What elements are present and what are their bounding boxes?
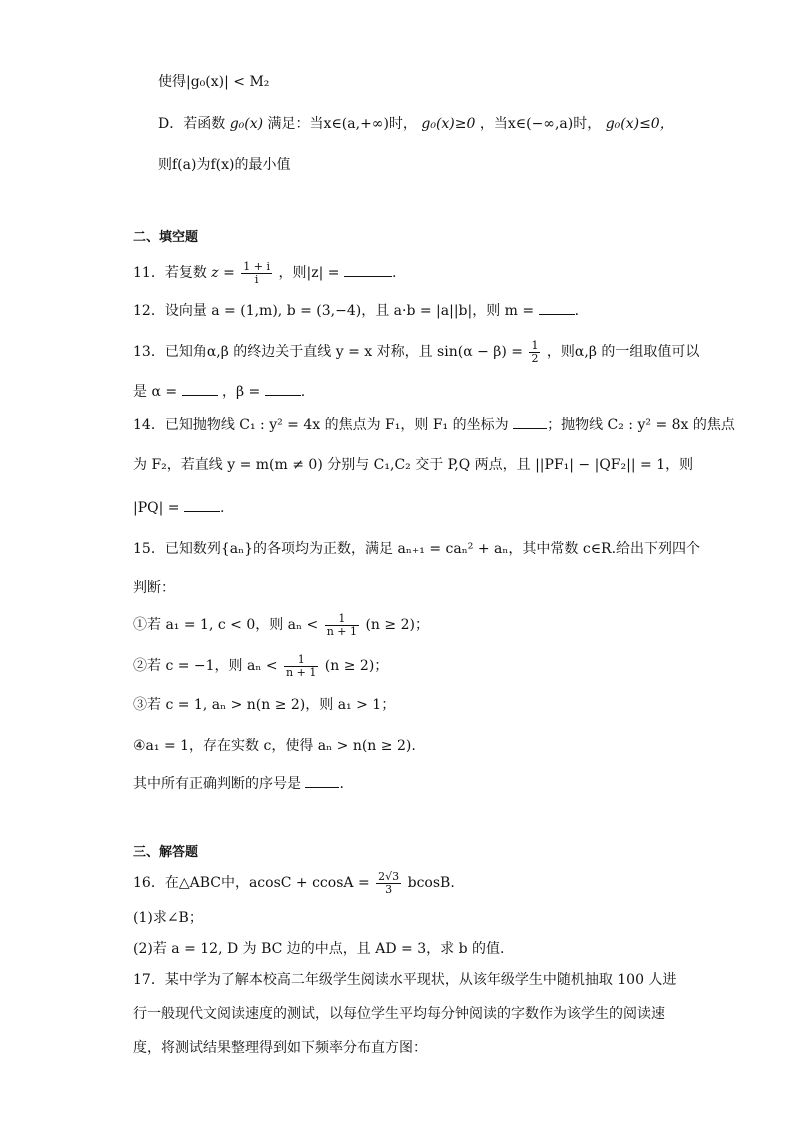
section-fill-in-heading: 二、填空题 [133,230,199,245]
q15-j2-fraction [284,654,318,679]
q16-fraction [376,871,401,896]
q16-den: 3 [385,882,393,896]
q13-pre: 13．已知角α,β 的终边关于直线 y = x 对称，且 sin(α − β) = [133,344,524,360]
q15-ask [133,773,344,794]
option-d-geq: g₀(x)≥0 [421,116,476,132]
q16-pre: 16．在△ABC中，acosC + ccosA = [133,875,370,891]
q15-judgement-1 [133,610,429,640]
question-17-line3: 度，将测试结果整理得到如下频率分布直方图： [133,1040,427,1056]
question-15-line2: 判断： [133,580,175,596]
q14-blank-2 [184,497,220,512]
q11-blank [344,262,392,277]
q16-num: 2√3 [378,869,400,883]
q12-end: . [574,303,580,319]
q11-mid: ，则|z| = [278,265,340,281]
q13-blank-beta [265,381,301,396]
question-14-line3 [133,497,224,518]
option-d-line1 [158,114,674,134]
q15-j2-num: 1 [284,654,318,667]
q15-j1-den: n + 1 [326,624,358,638]
option-d-label: D．若函数 [158,116,226,132]
question-14-line2: 为 F₂，若直线 y = m(m ≠ 0) 分别与 C₁,C₂ 交于 P,Q 两点，且 ||PF₁| − |QF₂|| = 1，则 [133,457,694,473]
option-d-leq: g₀(x)≤0， [605,116,674,132]
q13-fraction [529,340,540,365]
question-11 [133,259,396,287]
question-17-line2: 行一般现代文阅读速度的测试，以每位学生平均每分钟阅读的字数作为该学生的阅读速 [133,1006,665,1022]
question-13-line1 [133,338,699,366]
q15-end: . [339,776,344,792]
question-17-line1: 17．某中学为了解本校高二年级学生阅读水平现状，从该年级学生中随机抽取 100 人进 [133,972,677,988]
q13-end: . [300,384,306,400]
question-13-line2 [133,381,305,402]
question-15-line1: 15．已知数列{aₙ}的各项均为正数，满足 aₙ₊₁ = caₙ² + aₙ，其中常数 c∈R.给出下列四个 [133,541,701,557]
q14-line3: |PQ| = [133,500,180,516]
q11-num: 1 + i [243,259,271,273]
q14-end: . [219,500,225,516]
q13-line2a: 是 α = [133,384,178,400]
option-d-cond1: 满足：当x∈(a,+∞)时， [267,116,417,132]
q15-ask-text: 其中所有正确判断的序号是 [133,776,301,792]
q14-line1a: 14．已知抛物线 C₁ : y² = 4x 的焦点为 F₁，则 F₁ 的坐标为 [133,417,509,433]
q13-den: 2 [531,351,539,365]
q15-judgement-3: ③若 c = 1, aₙ > n(n ≥ 2)，则 a₁ > 1； [133,697,396,713]
option-c-tail: 使得|g₀(x)| < M₂ [158,74,270,90]
q14-blank-1 [513,414,547,429]
q15-j1b: (n ≥ 2)； [365,617,429,633]
q13-post: ，则α,β 的一组取值可以 [546,344,700,360]
section-solve-heading: 三、解答题 [133,845,199,860]
q15-j2-den: n + 1 [286,665,317,679]
q16-post: bcosB. [407,875,455,891]
q15-judgement-4: ④a₁ = 1，存在实数 c，使得 aₙ > n(n ≥ 2). [133,738,416,754]
question-16-stem [133,868,455,898]
q11-z: z = [211,265,235,281]
option-d-line2: 则f(a)为f(x)的最小值 [158,157,291,173]
q13-num: 1 [531,338,539,352]
question-16-part-2: (2)若 a = 12, D 为 BC 边的中点，且 AD = 3，求 b 的值. [133,941,505,957]
option-d-cond2: ，当x∈(−∞,a)时， [479,116,602,132]
q13-line2b: ，β = [222,384,261,400]
q15-j1a: ①若 a₁ = 1, c < 0，则 aₙ < [133,617,319,633]
q12-text: 12．设向量 a = (1,m), b = (3,−4)，且 a·b = |a||b|，则 m = [133,303,535,319]
q11-fraction [241,261,272,286]
question-16-part-1: (1)求∠B； [133,910,203,926]
q11-pre: 11．若复数 [133,265,207,281]
q11-den: i [254,272,259,286]
q14-line1b: ；抛物线 C₂ : y² = 8x 的焦点 [547,417,735,433]
q13-blank-alpha [182,381,218,396]
question-14-line1 [133,414,735,435]
q12-blank [539,300,575,315]
q15-judgement-2 [133,651,388,681]
question-12 [133,300,579,321]
q15-j2b: (n ≥ 2)； [324,658,389,674]
q15-j1-fraction [325,613,359,638]
q15-blank [305,773,339,788]
q15-j1-num: 1 [325,613,359,626]
option-d-g: g₀(x) [229,116,264,132]
q15-j2a: ②若 c = −1，则 aₙ < [133,658,278,674]
q11-end: . [391,265,397,281]
